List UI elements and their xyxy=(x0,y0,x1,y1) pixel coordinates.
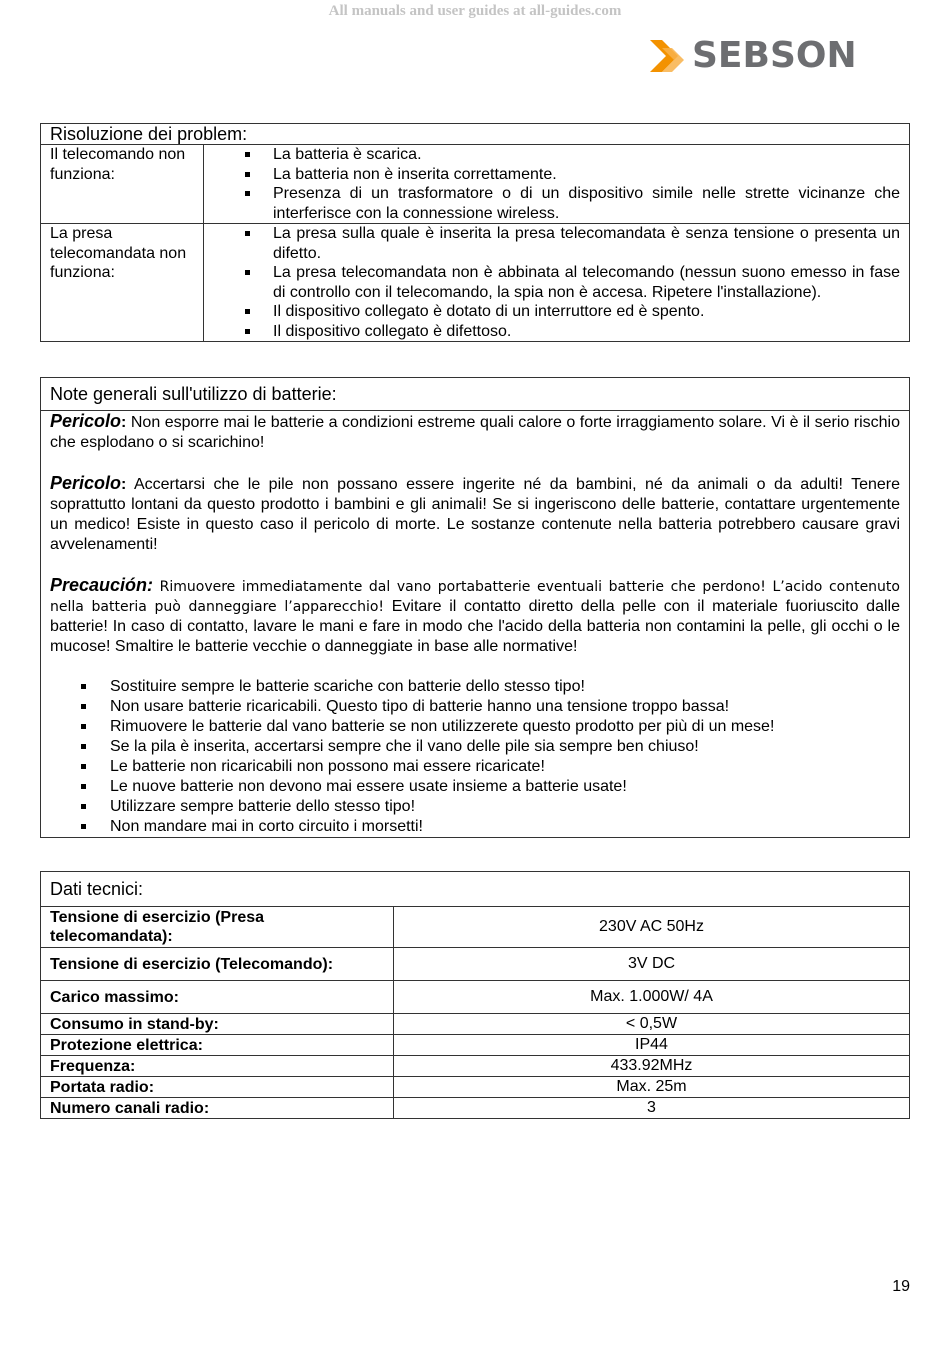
spec-label: Carico massimo: xyxy=(41,981,394,1014)
troubleshooting-title: Risoluzione dei problem: xyxy=(41,124,910,145)
danger-label: Pericolo xyxy=(50,411,122,431)
danger-paragraph: Pericolo: Accertarsi che le pile non possano essere ingerite né da bambini, né da animali o da adulti! Tenere soprattutto lontani da questo prodotto i bambini e gli animali! Se si ingeriscono delle batterie, contattare urgentemente un medico! Esiste in questo caso il pericolo di morte. Le sostanze contenute nella batteria potrebbero causare gravi avvelenamenti! xyxy=(50,473,900,553)
table-row xyxy=(41,1098,910,1119)
table-row xyxy=(41,1056,910,1077)
page-number: 19 xyxy=(892,1278,910,1295)
table-row xyxy=(41,1077,910,1098)
specs-title: Dati tecnici: xyxy=(41,872,910,907)
battery-notes-title: Note generali sull'utilizzo di batterie: xyxy=(41,378,910,411)
table-row xyxy=(41,145,910,224)
list-item: La batteria è scarica. xyxy=(204,145,900,165)
spec-label: Portata radio: xyxy=(41,1077,394,1098)
cause-list xyxy=(204,224,900,341)
list-item: La presa telecomandata non è abbinata al telecomando (nessun suono emesso in fase di controllo con il telecomando, la spia non è accesa. Ripetere l'installazione). xyxy=(204,263,900,302)
spec-label: Protezione elettrica: xyxy=(41,1035,394,1056)
caution-paragraph xyxy=(50,575,900,657)
table-row xyxy=(41,224,910,342)
list-item: Il dispositivo collegato è dotato di un interruttore ed è spento. xyxy=(204,302,900,322)
list-item: Presenza di un trasformatore o di un dispositivo simile nelle strette vicinanze che interferisce con la connessione wireless. xyxy=(204,184,900,223)
chevron-arrow-logo-icon xyxy=(648,38,692,76)
cause-list xyxy=(204,145,900,223)
list-item: Sostituire sempre le batterie scariche con batterie dello stesso tipo! xyxy=(50,677,900,697)
troubleshooting-table xyxy=(40,123,910,342)
spec-value: < 0,5W xyxy=(394,1014,910,1035)
list-item: Le nuove batterie non devono mai essere usate insieme a batterie usate! xyxy=(50,777,900,797)
spec-label: Numero canali radio: xyxy=(41,1098,394,1119)
list-item: Le batterie non ricaricabili non possono mai essere ricaricate! xyxy=(50,757,900,777)
spec-label: Tensione di esercizio (Telecomando): xyxy=(41,948,394,981)
brand-logo xyxy=(648,36,858,78)
caution-text: Evitare il contatto diretto della pelle con il materiale fuoriuscito dalle batterie! In caso di contatto, lavare le mani e fare in modo che l'acido della batteria non contamini la pelle, gli occhi o le mucose! Smaltire le batterie vecchie o danneggiate in base alle normative! xyxy=(50,598,900,655)
battery-rules-list xyxy=(50,677,900,837)
table-row xyxy=(41,981,910,1014)
list-item: Se la pila è inserita, accertarsi sempre che il vano delle pile sia sempre ben chiuso! xyxy=(50,737,900,757)
watermark: All manuals and user guides at all-guides.com xyxy=(328,3,622,19)
list-item: Non mandare mai in corto circuito i morsetti! xyxy=(50,817,900,837)
spec-value: 3V DC xyxy=(394,948,910,981)
spec-label: Frequenza: xyxy=(41,1056,394,1077)
list-item: La batteria non è inserita correttamente. xyxy=(204,165,900,185)
spec-value: IP44 xyxy=(394,1035,910,1056)
list-item: Utilizzare sempre batterie dello stesso tipo! xyxy=(50,797,900,817)
spec-value: 3 xyxy=(394,1098,910,1119)
list-item: Il dispositivo collegato è difettoso. xyxy=(204,322,900,342)
table-row xyxy=(41,1035,910,1056)
battery-notes-table xyxy=(40,377,910,838)
table-row xyxy=(41,948,910,981)
caution-label: Precaución: xyxy=(50,575,154,595)
spec-label: Consumo in stand-by: xyxy=(41,1014,394,1035)
spec-value: 433.92MHz xyxy=(394,1056,910,1077)
danger-text: Non esporre mai le batterie a condizioni estreme quali calore o forte irraggiamento solare. Vi è il serio rischio che esplodano o si scarichino! xyxy=(50,414,901,451)
specs-table xyxy=(40,871,910,1119)
danger-label: Pericolo xyxy=(50,473,122,493)
list-item: La presa sulla quale è inserita la presa telecomandata è senza tensione o presenta un difetto. xyxy=(204,224,900,263)
table-row xyxy=(41,1014,910,1035)
spec-value: Max. 1.000W/ 4A xyxy=(394,981,910,1014)
danger-paragraph: Pericolo: Non esporre mai le batterie a condizioni estreme quali calore o forte irraggiamento solare. Vi è il serio rischio che esplodano o si scarichino! xyxy=(50,411,901,451)
brand-name: SEBSON xyxy=(692,35,857,76)
problem-label: Il telecomando non funziona: xyxy=(41,145,204,224)
danger-text: Accertarsi che le pile non possano essere ingerite né da bambini, né da animali o da adulti! Tenere soprattutto lontani da questo prodotto i bambini e gli animali! Se si ingeriscono delle batterie, contattare urgentemente un medico! Esiste in questo caso il pericolo di morte. Le sostanze contenute nella batteria potrebbero causare gravi avvelenamenti! xyxy=(50,476,900,553)
spec-value: 230V AC 50Hz xyxy=(394,907,910,948)
list-item: Non usare batterie ricaricabili. Questo tipo di batterie hanno una tensione troppo bassa! xyxy=(50,697,900,717)
spec-label: Tensione di esercizio (Presa telecomandata): xyxy=(41,907,394,948)
spec-value: Max. 25m xyxy=(394,1077,910,1098)
list-item: Rimuovere le batterie dal vano batterie se non utilizzerete questo prodotto per più di un mese! xyxy=(50,717,900,737)
caution-emphasis: Rimuovere immediatamente dal vano portabatterie eventuali batterie che perdono! L’acido contenuto nella batteria può danneggiare l’apparecchio! xyxy=(50,579,900,615)
table-row xyxy=(41,907,910,948)
problem-label: La presa telecomandata non funziona: xyxy=(41,224,204,342)
